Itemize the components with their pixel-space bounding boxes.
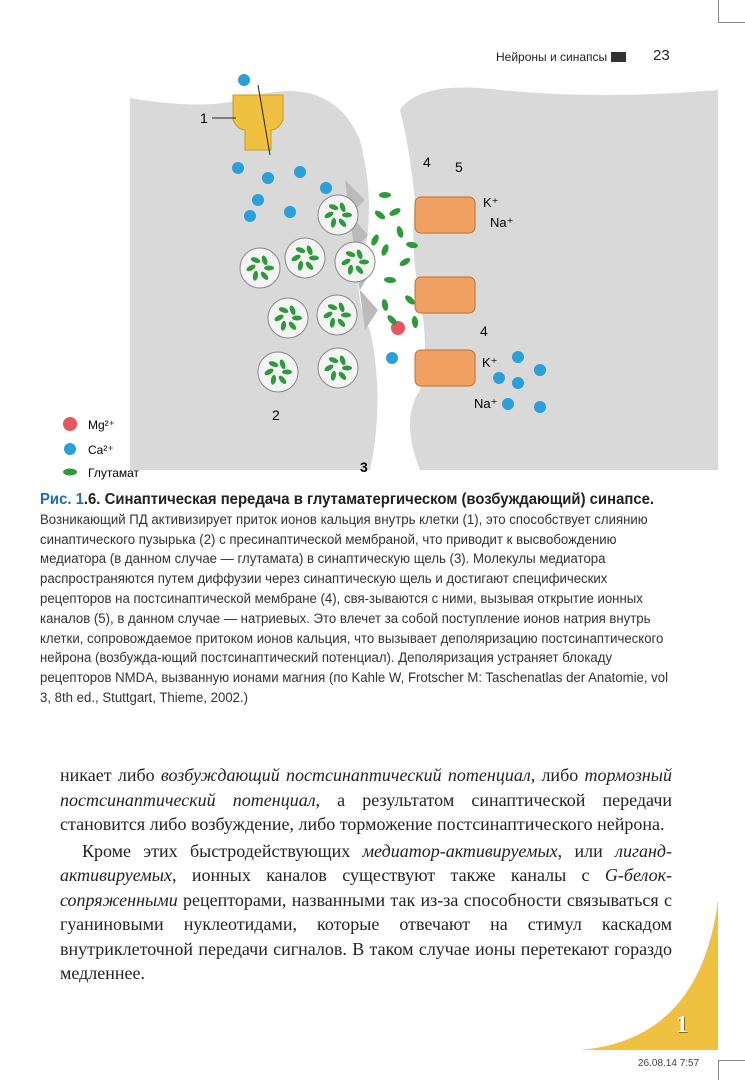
calcium-ion: [386, 352, 398, 364]
calcium-ion: [238, 74, 250, 86]
calcium-ion: [534, 364, 546, 376]
label-4: 4: [480, 323, 488, 339]
label-1: 1: [200, 110, 208, 126]
crop-mark: [718, 1060, 719, 1080]
label-3: 3: [360, 459, 368, 475]
calcium-ion: [294, 166, 306, 178]
glutamate-molecule: [373, 209, 386, 221]
glutamate-molecule: [341, 313, 351, 318]
label-na: Na⁺: [474, 396, 498, 411]
glutamate-molecule: [282, 370, 292, 375]
receptor: [415, 277, 475, 313]
label-4: 4: [423, 154, 431, 170]
calcium-ion: [244, 210, 256, 222]
synapse-figure: [0, 60, 745, 480]
glutamate-molecule: [292, 316, 302, 321]
calcium-ion: [512, 351, 524, 363]
calcium-ion: [493, 372, 505, 384]
glutamate-molecule: [264, 266, 274, 271]
chapter-number: 1: [676, 1012, 688, 1038]
crop-mark: [718, 0, 719, 22]
label-na: Na⁺: [490, 215, 514, 230]
crop-mark: [718, 22, 745, 23]
label-5: 5: [455, 159, 463, 175]
glutamate-molecule: [309, 256, 319, 261]
calcium-ion: [534, 401, 546, 413]
glutamate-molecule: [380, 243, 390, 256]
crop-mark: [718, 1060, 745, 1061]
glutamate-molecule: [342, 366, 352, 371]
calcium-ion: [284, 206, 296, 218]
calcium-ion: [502, 398, 514, 410]
page-number: 23: [653, 47, 670, 64]
calcium-ion: [252, 194, 264, 206]
chapter-tab: [580, 900, 720, 1050]
calcium-ion: [320, 182, 332, 194]
label-k: K⁺: [483, 195, 499, 210]
caption-text: Возникающий ПД активизирует приток ионов кальция внутрь клетки (1), это способствует слиянию синаптического пузырька (2) с пресинаптической мембраной, что приводит к высвобождению медиатора (в данном случае — глутамата) в синаптическую щель (3). Молекулы медиатора распространяются путем диффузии через синаптическую щель и достигают специфических рецепторов на постсинаптической мембране (4), свя-зываются с ними, вызывая открытие ионных каналов (5), в данном случае — натриевых. Это влечет за собой поступление ионов натрия внутрь клетки, сопровождаемое притоком ионов кальция, что вызывает деполяризацию постсинаптического нейрона (возбужда-ющий постсинаптический потенциал). Деполяризация устраняет блокаду рецепторов NMDA, вызванную ионами магния (по Kahle W, Frotscher M: Taschenatlas der Anatomie, vol 3, 8th ed., Stuttgart, Thieme, 2002.): [40, 511, 669, 706]
paragraph: Кроме этих быстродействующих медиатор-активируемых, или лиганд-активируемых, ионных каналов существуют также каналы с G-белок-сопряженными рецепторами, названными так из-за способности связываться с гуаниновыми нуклеотидами, которые отвечают на стимул каскадом внутриклеточной передачи сигналов. В таком случае ионы перетекают гораздо медленнее.: [60, 840, 672, 983]
legend-glutamate: Глутамат: [88, 466, 140, 480]
glutamate-molecule: [384, 276, 396, 283]
print-timestamp: 26.08.14 7:57: [638, 1058, 700, 1069]
paragraph: никает либо возбуждающий постсинаптический потенциал, либо тормозный постсинаптический потенциал, а результатом синаптической передачи становится либо возбуждение, либо торможение постсинаптического нейрона.: [60, 765, 673, 834]
figure-caption: [40, 490, 682, 709]
legend-ca: Ca²⁺: [88, 443, 114, 457]
calcium-ion: [232, 162, 244, 174]
glutamate-molecule: [398, 256, 411, 267]
calcium-ion: [262, 172, 274, 184]
glutamate-molecule: [381, 299, 389, 312]
glutamate-molecule: [342, 213, 352, 218]
glutamate-molecule: [411, 316, 418, 329]
label-k: K⁺: [482, 355, 498, 370]
glutamate-molecule: [370, 233, 381, 246]
calcium-ion: [512, 377, 524, 389]
running-header: Нейроны и синапсы: [496, 50, 608, 64]
figure-number: Рис. 1: [40, 491, 84, 508]
glutamate-molecule: [388, 207, 401, 218]
glutamate-molecule: [395, 225, 404, 238]
receptor: [415, 197, 475, 233]
glutamate-molecule: [379, 192, 391, 198]
receptor: [415, 350, 475, 386]
label-2: 2: [272, 407, 280, 423]
caption-title: .6. Синаптическая передача в глутаматергическом (возбуждающий) синапсе.: [83, 491, 655, 508]
legend-mg: Mg²⁺: [88, 418, 115, 432]
glutamate-molecule: [359, 260, 369, 265]
